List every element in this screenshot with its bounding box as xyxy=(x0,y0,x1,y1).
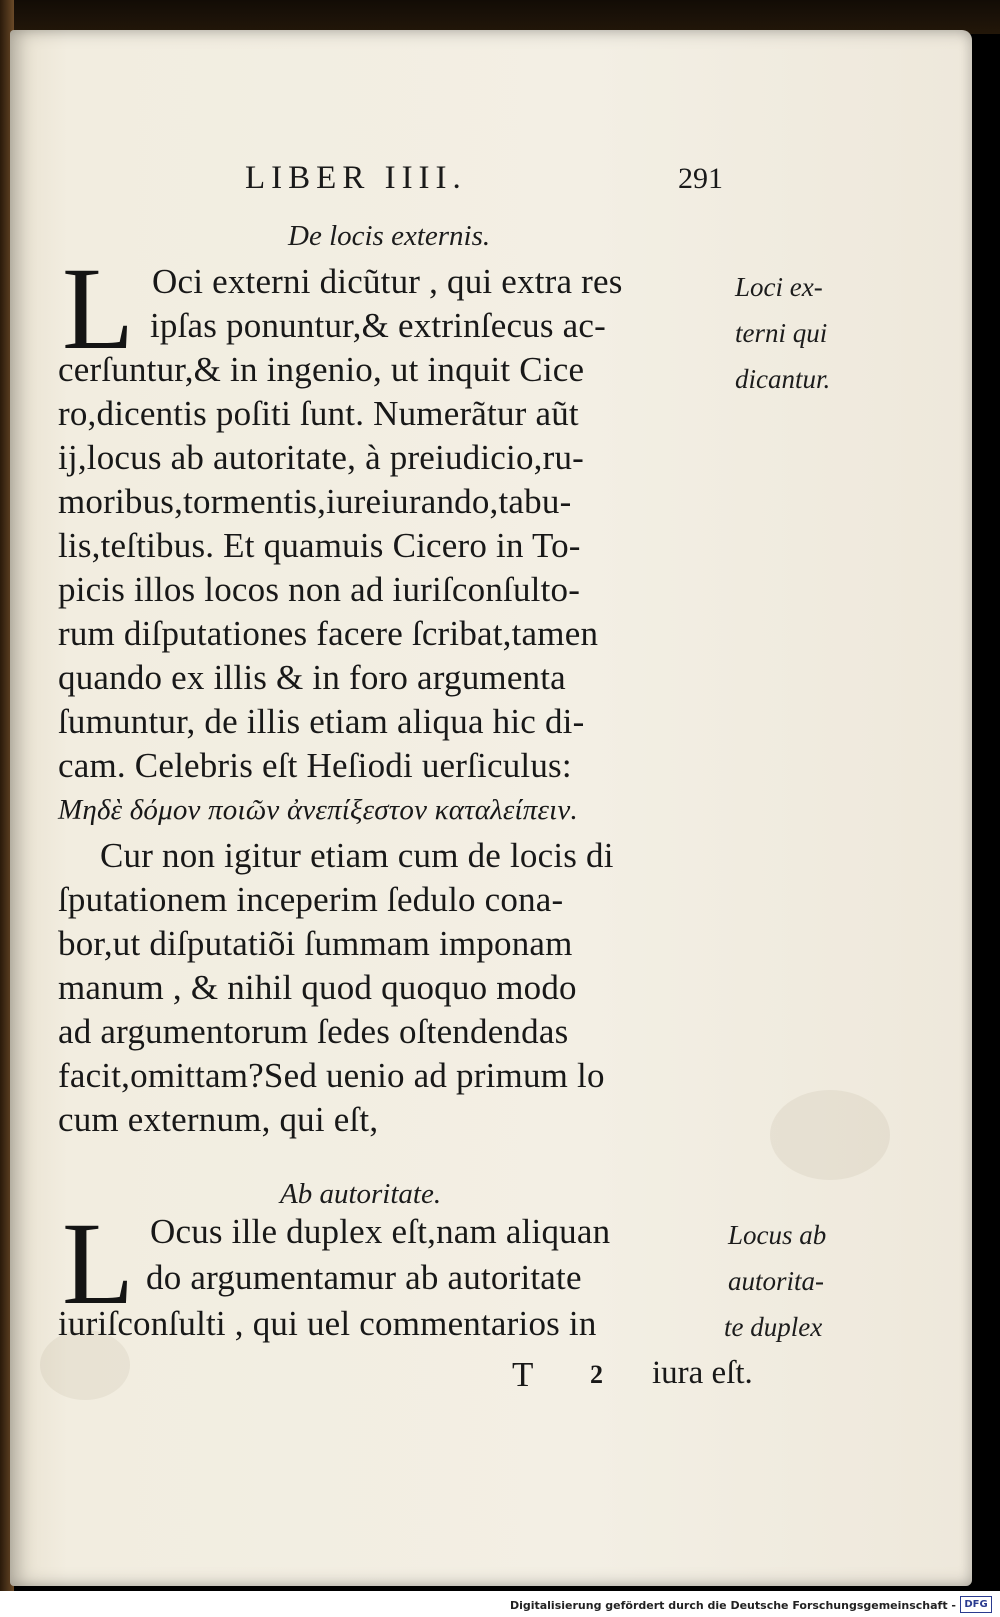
running-head-title: LIBER IIII. xyxy=(245,160,467,196)
text-line: Cur non igitur etiam cum de locis di xyxy=(100,836,614,875)
text-line: ad argumentorum ſedes oſtendendas xyxy=(58,1012,569,1051)
page-number: 291 xyxy=(678,162,723,195)
text-line: iuriſconſulti , qui uel commentarios in xyxy=(58,1304,597,1343)
marginal-note-line: autorita- xyxy=(728,1266,825,1296)
text-line: cerſuntur,& in ingenio, ut inquit Cice xyxy=(58,350,585,389)
text-line: do argumentamur ab autoritate xyxy=(146,1258,582,1297)
text-line: ro,dicentis poſiti ſunt. Numerãtur aũt xyxy=(58,394,579,433)
text-line: moribus,tormentis,iureiurando,tabu- xyxy=(58,482,572,521)
marginal-note-line: Locus ab xyxy=(728,1220,827,1250)
section-heading: Ab autoritate. xyxy=(280,1178,442,1210)
text-line: ij,locus ab autoritate, à preiudicio,ru- xyxy=(58,438,585,477)
signature-number: 2 xyxy=(590,1360,603,1389)
greek-verse-line: Μηδὲ δόμον ποιῶν ἀνεπίξεστον καταλείπειν. xyxy=(58,794,578,826)
text-line: ſumuntur, de illis etiam aliqua hic di- xyxy=(58,702,585,741)
text-line: Oci externi dicũtur , qui extra res xyxy=(152,262,623,301)
marginal-note-line: Loci ex- xyxy=(735,272,823,302)
signature-mark: T xyxy=(512,1355,534,1394)
text-line: facit,omittam?Sed uenio ad primum lo xyxy=(58,1056,605,1095)
book-top-edge xyxy=(0,0,1000,34)
drop-initial: L xyxy=(62,243,135,374)
text-line: ſputationem inceperim ſedulo cona- xyxy=(58,880,564,919)
credit-text: Digitalisierung gefördert durch die Deutsche Forschungsgemeinschaft - xyxy=(509,1599,956,1612)
text-line: ipſas ponuntur,& extrinſecus ac- xyxy=(150,306,606,345)
drop-initial: L xyxy=(62,1198,135,1329)
text-line: Ocus ille duplex eſt,nam aliquan xyxy=(150,1212,611,1251)
text-line: cam. Celebris eſt Heſiodi uerſiculus: xyxy=(58,746,572,785)
text-line: lis,teſtibus. Et quamuis Cicero in To- xyxy=(58,526,581,565)
text-line: manum , & nihil quod quoquo modo xyxy=(58,968,577,1007)
text-line: rum diſputationes facere ſcribat,tamen xyxy=(58,614,599,653)
section-heading: De locis externis. xyxy=(288,220,491,252)
credit-bar xyxy=(0,1591,1000,1617)
marginal-note-line: terni qui xyxy=(735,318,828,348)
paper-stain xyxy=(770,1090,890,1180)
text-line: quando ex illis & in foro argumenta xyxy=(58,658,566,697)
marginal-note-line: dicantur. xyxy=(735,364,831,394)
text-line: picis illos locos non ad iuriſconſulto- xyxy=(58,570,581,609)
dfg-logo: DFG xyxy=(960,1596,992,1613)
marginal-note-line: te duplex xyxy=(724,1312,823,1342)
text-line: cum externum, qui eſt, xyxy=(58,1100,379,1139)
catchword: iura eſt. xyxy=(652,1355,753,1391)
text-line: bor,ut diſputatiõi ſummam imponam xyxy=(58,924,573,963)
